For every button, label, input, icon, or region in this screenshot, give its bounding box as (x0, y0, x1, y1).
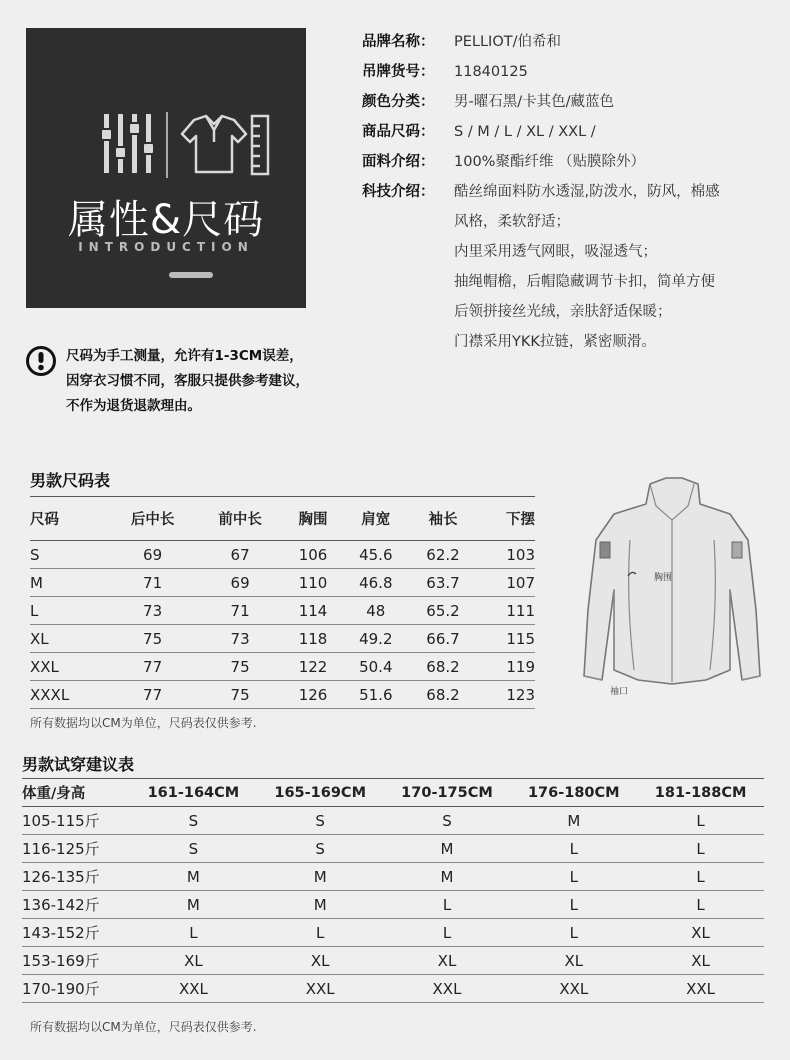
table-cell: 50.4 (342, 653, 409, 681)
table-cell: M (130, 863, 257, 891)
size-table-title: 男款尺码表 (30, 471, 111, 490)
attr-value: 11840125 (454, 64, 528, 80)
table-cell: 107 (477, 569, 535, 597)
table-cell: 46.8 (342, 569, 409, 597)
tech-line: 门襟采用YKK拉链，紧密顺滑。 (454, 334, 656, 350)
attr-fabric (362, 150, 782, 174)
table-row (30, 681, 535, 709)
table-cell: 118 (284, 625, 342, 653)
attr-brand (362, 30, 782, 54)
table-cell: 103 (477, 541, 535, 569)
fit-table-note: 所有数据均以CM为单位，尺码表仅供参考. (30, 1020, 257, 1034)
table-cell: M (384, 863, 511, 891)
table-cell: 75 (109, 625, 197, 653)
table-cell: 126 (284, 681, 342, 709)
table-row (22, 835, 764, 863)
col-header: 下摆 (477, 497, 535, 541)
table-cell: L (510, 919, 637, 947)
tech-line: 后领拼接丝光绒，亲肤舒适保暖； (454, 304, 672, 320)
table-cell: S (257, 835, 384, 863)
attr-sku (362, 60, 782, 84)
table-cell: 68.2 (409, 681, 476, 709)
table-cell: S (257, 807, 384, 835)
table-cell: XL (637, 947, 764, 975)
tech-line: 酷丝绵面料防水透湿,防泼水，防风，棉感 (454, 184, 720, 200)
table-row (22, 891, 764, 919)
table-cell: 71 (196, 597, 284, 625)
table-cell: L (30, 597, 109, 625)
chest-label: 胸围 (654, 573, 673, 583)
hero-title: 属性&尺码 (67, 197, 265, 243)
col-header: 165-169CM (257, 779, 384, 807)
col-header: 161-164CM (130, 779, 257, 807)
size-table (30, 496, 535, 709)
table-cell: 69 (196, 569, 284, 597)
table-cell: 73 (196, 625, 284, 653)
table-cell: XL (30, 625, 109, 653)
jacket-illustration (570, 470, 770, 700)
table-row (30, 541, 535, 569)
table-cell: 75 (196, 653, 284, 681)
table-cell: L (257, 919, 384, 947)
table-cell: 122 (284, 653, 342, 681)
hero-subtitle: INTRODUCTION (78, 240, 254, 254)
table-cell: M (257, 891, 384, 919)
attr-label: 颜色分类： (362, 94, 435, 110)
attr-sizes (362, 120, 782, 144)
table-cell: S (130, 835, 257, 863)
table-cell: 126-135斤 (22, 863, 130, 891)
attr-value: PELLIOT/伯希和 (454, 34, 561, 50)
hero-panel (26, 28, 306, 308)
col-header: 181-188CM (637, 779, 764, 807)
notice-line: 因穿衣习惯不同，客服只提供参考建议， (66, 373, 309, 389)
tech-description (454, 180, 720, 360)
table-cell: 136-142斤 (22, 891, 130, 919)
table-row (30, 569, 535, 597)
table-cell: L (384, 891, 511, 919)
table-cell: 51.6 (342, 681, 409, 709)
table-cell: S (30, 541, 109, 569)
col-header: 袖长 (409, 497, 476, 541)
attr-value: 男-曜石黑/卡其色/藏蓝色 (454, 94, 615, 110)
attr-tech (362, 180, 782, 360)
table-cell: XXL (257, 975, 384, 1003)
table-cell: 123 (477, 681, 535, 709)
table-cell: XXL (30, 653, 109, 681)
attr-label: 面料介绍： (362, 154, 435, 170)
table-row (22, 947, 764, 975)
col-header: 胸围 (284, 497, 342, 541)
table-cell: 119 (477, 653, 535, 681)
table-cell: M (257, 863, 384, 891)
fit-table (22, 778, 764, 1003)
table-cell: M (130, 891, 257, 919)
table-cell: XL (384, 947, 511, 975)
table-cell: 106 (284, 541, 342, 569)
table-row (22, 807, 764, 835)
table-cell: 67 (196, 541, 284, 569)
table-cell: L (637, 863, 764, 891)
attr-label: 品牌名称： (362, 34, 435, 50)
table-cell: 77 (109, 681, 197, 709)
table-cell: XXL (130, 975, 257, 1003)
table-cell: L (384, 919, 511, 947)
table-header-row (22, 779, 764, 807)
table-cell: XXL (510, 975, 637, 1003)
table-row (22, 975, 764, 1003)
table-cell: 110 (284, 569, 342, 597)
table-cell: L (510, 863, 637, 891)
attr-label: 科技介绍： (362, 184, 435, 200)
table-cell: M (30, 569, 109, 597)
attr-label: 吊牌货号： (362, 64, 435, 80)
fit-table-title: 男款试穿建议表 (22, 755, 135, 774)
tech-line: 抽绳帽檐，后帽隐藏调节卡扣，简单方便 (454, 274, 715, 290)
table-row (22, 919, 764, 947)
size-table-body (30, 541, 535, 709)
col-header: 肩宽 (342, 497, 409, 541)
table-cell: XL (510, 947, 637, 975)
cuff-label: 袖口 (610, 687, 629, 697)
table-cell: M (510, 807, 637, 835)
table-cell: 63.7 (409, 569, 476, 597)
col-header: 体重/身高 (22, 779, 130, 807)
hero-divider (169, 272, 213, 278)
sliders-tshirt-icon (102, 112, 282, 182)
table-cell: 143-152斤 (22, 919, 130, 947)
attr-value: 100%聚酯纤维 （贴膜除外） (454, 154, 646, 170)
table-cell: 153-169斤 (22, 947, 130, 975)
table-header-row (30, 497, 535, 541)
table-cell: M (384, 835, 511, 863)
table-cell: 111 (477, 597, 535, 625)
col-header: 176-180CM (510, 779, 637, 807)
table-cell: L (130, 919, 257, 947)
table-row (22, 863, 764, 891)
table-cell: XXL (637, 975, 764, 1003)
col-header: 后中长 (109, 497, 197, 541)
table-cell: 49.2 (342, 625, 409, 653)
table-cell: XXL (384, 975, 511, 1003)
table-cell: XL (130, 947, 257, 975)
table-cell: 105-115斤 (22, 807, 130, 835)
fit-table-body (22, 807, 764, 1003)
table-cell: L (637, 891, 764, 919)
product-attributes (362, 30, 782, 366)
table-cell: 115 (477, 625, 535, 653)
table-cell: 75 (196, 681, 284, 709)
col-header: 尺码 (30, 497, 109, 541)
table-cell: S (384, 807, 511, 835)
table-cell: L (510, 835, 637, 863)
table-cell: XL (257, 947, 384, 975)
table-cell: 48 (342, 597, 409, 625)
col-header: 前中长 (196, 497, 284, 541)
col-header: 170-175CM (384, 779, 511, 807)
attr-value: S / M / L / XL / XXL / (454, 124, 596, 140)
notice-line: 尺码为手工测量，允许有1-3CM误差， (66, 348, 303, 364)
table-row (30, 625, 535, 653)
table-cell: 69 (109, 541, 197, 569)
table-cell: L (637, 835, 764, 863)
table-cell: XXXL (30, 681, 109, 709)
tech-line: 内里采用透气网眼，吸湿透气； (454, 244, 657, 260)
table-cell: 66.7 (409, 625, 476, 653)
table-cell: S (130, 807, 257, 835)
table-cell: L (637, 807, 764, 835)
table-row (30, 597, 535, 625)
table-cell: 45.6 (342, 541, 409, 569)
table-cell: 68.2 (409, 653, 476, 681)
table-cell: 77 (109, 653, 197, 681)
table-cell: 114 (284, 597, 342, 625)
table-cell: 73 (109, 597, 197, 625)
exclamation-icon (26, 346, 56, 376)
table-row (30, 653, 535, 681)
table-cell: 71 (109, 569, 197, 597)
notice-line: 不作为退货退款理由。 (66, 398, 201, 414)
notice-text (66, 344, 309, 419)
table-cell: 62.2 (409, 541, 476, 569)
attr-label: 商品尺码： (362, 124, 435, 140)
table-cell: XL (637, 919, 764, 947)
tech-line: 风格，柔软舒适； (454, 214, 570, 230)
table-cell: 170-190斤 (22, 975, 130, 1003)
size-table-note: 所有数据均以CM为单位，尺码表仅供参考. (30, 716, 257, 730)
table-cell: L (510, 891, 637, 919)
attr-colors (362, 90, 782, 114)
table-cell: 65.2 (409, 597, 476, 625)
table-cell: 116-125斤 (22, 835, 130, 863)
